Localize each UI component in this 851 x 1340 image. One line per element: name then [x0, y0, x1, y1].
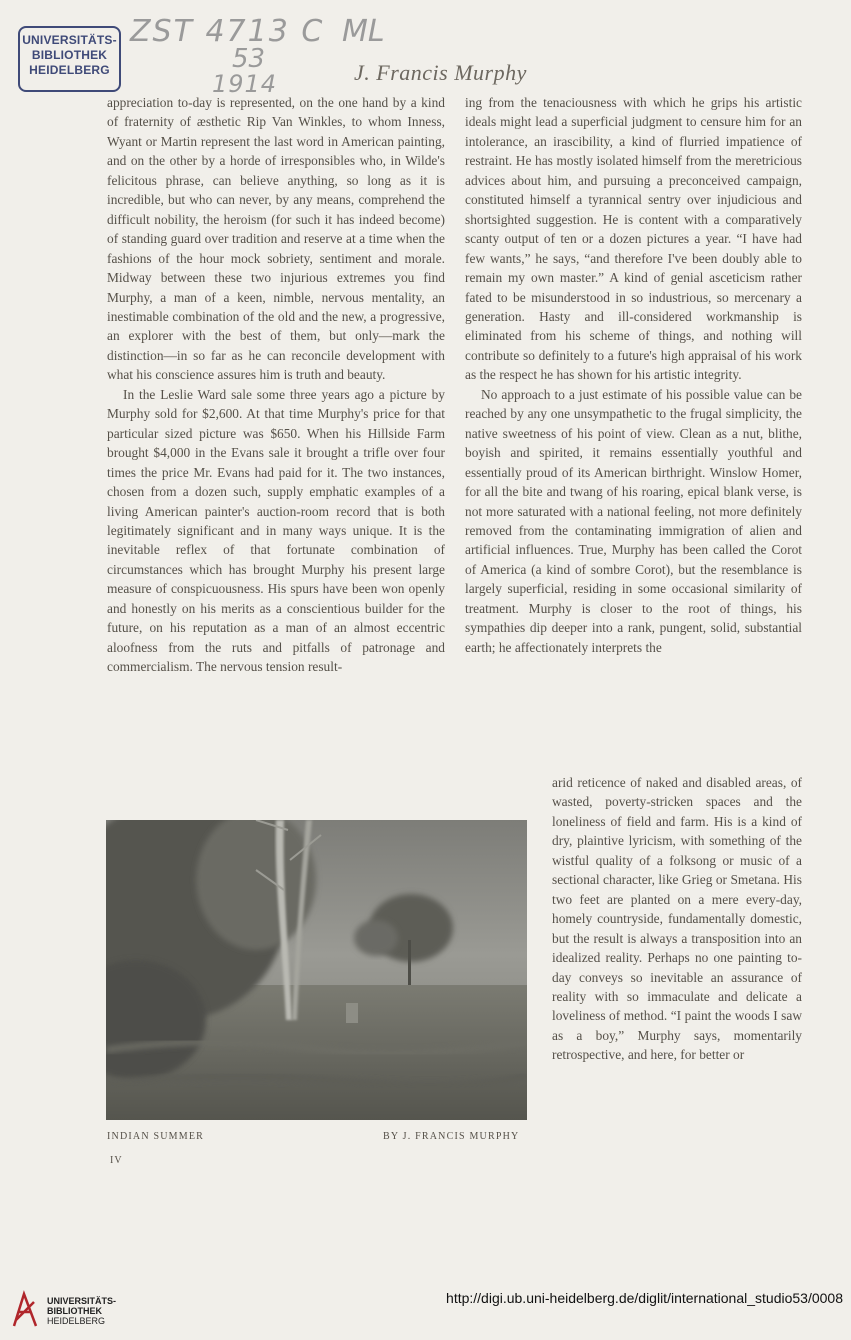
footer-library-line-2: BIBLIOTHEK — [47, 1306, 102, 1316]
right-column-bottom — [552, 773, 802, 1065]
right-paragraph-1: ing from the tenaciousness with which he grips his artistic ideals might lead a superficial judgment to censure him for an intolerance, an irascibility, a kind of flurried impatience of restraint. He has mostly isolated himself from the meretricious advices about him, and pursuing a preconceived campaign, constituted himself a tyrannical sentry over injudicious and shortsighted suggestion. He is content with a comparatively scanty output of ten or a dozen pictures a year. “I have had few wants,” he says, “and therefore I've been doubly able to remain my own master.” A kind of genial asceticism rather fated to be misunderstood in so industrious, so mercenary a generation. Hasty and ill-considered workmanship is eliminated from his scheme of things, and nothing will contribute so definitely to a future's high appraisal of his work as the respect he has shown for his artistic integrity. — [465, 95, 802, 383]
page-folio: IV — [110, 1155, 123, 1166]
handwritten-shelfmark: ZST 4713 C — [130, 14, 325, 49]
stamp-line-3: HEIDELBERG — [29, 63, 110, 77]
library-logo-icon — [10, 1290, 40, 1330]
handwritten-volume: 53 — [232, 44, 266, 74]
stamp-line-1: UNIVERSITÄTS- — [22, 33, 117, 47]
right-column-top — [465, 93, 802, 657]
handwritten-year: 1914 — [212, 70, 278, 98]
left-paragraph-2: In the Leslie Ward sale some three years ago a picture by Murphy sold for $2,600. At that time Murphy's price for that particular sized picture was $650. When his Hillside Farm brought $4,000 in the Evans sale it brought a trifle over four times the price Mr. Evans had paid for it. The two instances, chosen from a dozen such, supply emphatic examples of a living American painter's auction-room record that is both legitimately significant and in many ways unique. It is the inevitable reflex of that fortunate combination of circumstances which has brought Murphy his present large measure of conspicuousness. His spurs have been won openly and honestly on his merits as a conscientious builder for the future, on his reputation as a man of an almost eccentric aloofness from the ruts and pitfalls of patronage and commercialism. The nervous tension result- — [107, 386, 445, 675]
running-head: J. Francis Murphy — [354, 60, 527, 85]
right-paragraph-2: No approach to a just estimate of his possible value can be reached by any one unsympathetic to the frugal simplicity, the native sweetness of his point of view. Clean as a nut, blithe, boyish and spirited, it remains essentially youthful and essentially proud of its American birthright. Winslow Homer, for all the bite and twang of his roaring, epical blank verse, is not more saturated with a national feeling, not more definitely removed from the contaminating immigration of alien and artificial influences. True, Murphy has been called the Corot of America (a kind of sombre Corot), but the resemblance is largely superficial, residing in some occasional similarity of treatment. Murphy is closer to the root of things, his sympathies dip deeper into a rank, pungent, solid, substantial earth; he affectionately interprets the — [465, 386, 802, 655]
stamp-line-2: BIBLIOTHEK — [31, 48, 108, 62]
left-column — [107, 93, 445, 677]
footer-library-line-1: UNIVERSITÄTS- — [47, 1296, 117, 1306]
handwritten-initials: ML — [342, 14, 385, 49]
figure-caption-title: INDIAN SUMMER — [107, 1131, 204, 1142]
library-stamp — [18, 26, 121, 92]
painting-image — [106, 820, 527, 1120]
figure-caption-credit: BY J. FRANCIS MURPHY — [383, 1131, 520, 1142]
digital-library-link[interactable]: http://digi.ub.uni-heidelberg.de/diglit/international_studio53/0008 — [446, 1290, 843, 1306]
right-paragraph-3: arid reticence of naked and disabled areas, of wasted, poverty-stricken spaces and the loneliness of field and farm. His is a kind of dry, plaintive lyricism, with something of the wistful quality of a folksong or music of a sectional character, like Grieg or Smetana. His two feet are planted on a mere every-day, homely countryside, fundamentally domestic, but the result is always a transposition into an idealized reality. Perhaps no one painting to-day conveys so inevitable an assurance of reality with so immaculate and delicate a loveliness of method. “I paint the woods I saw as a boy,” Murphy says, momentarily retrospective, and here, for better or — [552, 775, 802, 1063]
footer-library-line-3: HEIDELBERG — [47, 1316, 106, 1326]
footer-library-name — [47, 1296, 116, 1326]
left-paragraph-1: appreciation to-day is represented, on the one hand by a kind of fraternity of æsthetic Rip Van Winkles, to whom Inness, Wyant or Martin represent the last word in American painting, and on the other by a horde of irresponsibles who, in Wilde's felicitous phrase, can believe anything, so long as it is incredible, but who can never, by any means, comprehend the difficult nobility, the heroism (for such it has indeed become) of standing guard over tradition and reserve at a time when the fashions of the hour mock sobriety, sentiment and morale. Midway between these two injurious extremes you find Murphy, a man of a keen, nimble, nervous mentality, an inestimable combination of the old and the new, a progressive, an explorer with the best of them, but only—mark the distinction—in so far as he can reconcile development with what his conscience assures him is truth and beauty. — [107, 95, 445, 383]
painting-illustration — [106, 820, 527, 1120]
